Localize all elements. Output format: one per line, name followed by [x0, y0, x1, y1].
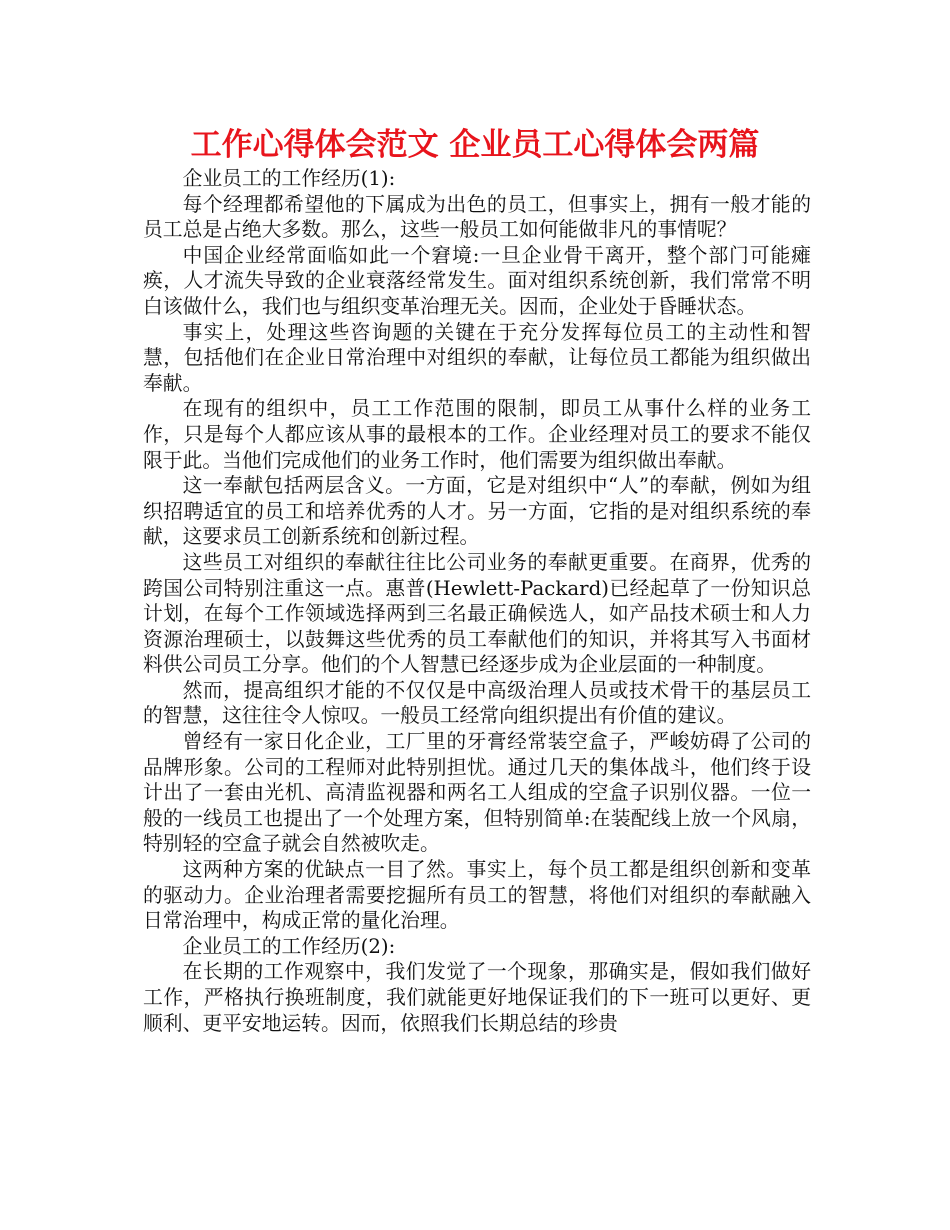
- paragraph: 中国企业经常面临如此一个窘境:一旦企业骨干离开，整个部门可能瘫痪，人才流失导致的企业衰落经常发生。面对组织系统创新，我们常常不明白该做什么，我们也与组织变革治理无关。因而，企业处于昏睡状态。: [143, 243, 811, 318]
- paragraph: 在现有的组织中，员工工作范围的限制，即员工从事什么样的业务工作，只是每个人都应该从事的最根本的工作。企业经理对员工的要求不能仅限于此。当他们完成他们的业务工作时，他们需要为组织做出奉献。: [143, 397, 811, 472]
- heading-part-1: 企业员工的工作经历(1):: [182, 167, 396, 190]
- heading-part-2: 企业员工的工作经历(2):: [182, 934, 396, 958]
- paragraph: 在长期的工作观察中，我们发觉了一个现象，那确实是，假如我们做好工作，严格执行换班制度，我们就能更好地保证我们的下一班可以更好、更顺利、更平安地运转。因而，依照我们长期总结的珍贵: [143, 960, 811, 1035]
- paragraph: 这一奉献包括两层含义。一方面，它是对组织中“人”的奉献，例如为组织招聘适宜的员工和培养优秀的人才。另一方面，它指的是对组织系统的奉献，这要求员工创新系统和创新过程。: [143, 474, 811, 549]
- paragraph: 这两种方案的优缺点一目了然。事实上，每个员工都是组织创新和变革的驱动力。企业治理者需要挖掘所有员工的智慧，将他们对组织的奉献融入日常治理中，构成正常的量化治理。: [143, 858, 811, 933]
- document-title: 工作心得体会范文 企业员工心得体会两篇: [190, 127, 760, 163]
- paragraph: 每个经理都希望他的下属成为出色的员工，但事实上，拥有一般才能的员工总是占绝大多数。那么，这些一般员工如何能做非凡的事情呢？: [143, 192, 811, 242]
- paragraph: 这些员工对组织的奉献往往比公司业务的奉献更重要。在商界，优秀的跨国公司特别注重这一点。惠普(Hewlett-Packard)已经起草了一份知识总计划，在每个工作领域选择两到三名最正确候选人，如产品技术硕士和人力资源治理硕士，以鼓舞这些优秀的员工奉献他们的知识，并将其写入书面材料供公司员工分享。他们的个人智慧已经逐步成为企业层面的一种制度。: [143, 550, 811, 677]
- paragraph: 曾经有一家日化企业，工厂里的牙膏经常装空盒子，严峻妨碍了公司的品牌形象。公司的工程师对此特别担忧。通过几天的集体战斗，他们终于设计出了一套由光机、高清监视器和两名工人组成的空盒子识别仪器。一位一般的一线员工也提出了一个处理方案，但特别简单:在装配线上放一个风扇，特别轻的空盒子就会自然被吹走。: [143, 730, 811, 856]
- document-body: [143, 166, 811, 1036]
- paragraph: 然而，提高组织才能的不仅仅是中高级治理人员或技术骨干的基层员工的智慧，这往往令人惊叹。一般员工经常向组织提出有价值的建议。: [143, 678, 811, 728]
- paragraph: 事实上，处理这些咨询题的关键在于充分发挥每位员工的主动性和智慧，包括他们在企业日常治理中对组织的奉献，让每位员工都能为组织做出奉献。: [143, 320, 811, 395]
